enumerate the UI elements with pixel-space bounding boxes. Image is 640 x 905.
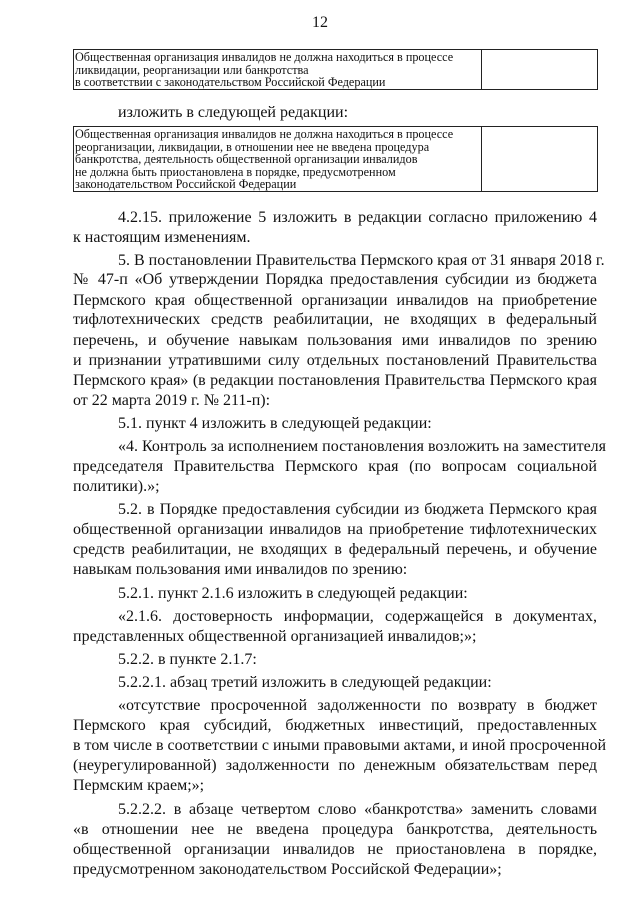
body-line: Пермского края» (в редакции постановления Правительства Пермского края	[73, 372, 597, 389]
body-line: Пермским краем;»;	[73, 777, 205, 794]
body-line: предусмотренном законодательством Российской Федерации»;	[73, 861, 502, 878]
body-line: Пермского края общественной организации инвалидов на приобретение	[73, 292, 597, 309]
table-cell-empty	[482, 127, 598, 192]
body-line: и признании утратившими силу отдельных постановлений Правительства	[73, 352, 597, 369]
body-line: Пермского края субсидий, бюджетных инвестиций, предоставленных	[73, 717, 597, 734]
body-line: средств реабилитации, не входящих в федеральный перечень, и обучение	[73, 541, 597, 558]
body-line: 5.1. пункт 4 изложить в следующей редакции:	[118, 415, 432, 432]
body-line: тифлотехнических средств реабилитации, не входящих в федеральный	[73, 311, 597, 328]
body-line: председателя Правительства Пермского края (по вопросам социальной	[73, 458, 597, 475]
original-wording-table	[73, 49, 598, 90]
table-line: законодательством Российской Федерации	[75, 177, 297, 192]
table-cell-text	[74, 50, 482, 90]
body-line: общественной организации инвалидов не приостановлена в порядке,	[73, 841, 597, 858]
body-line: к настоящим изменениям.	[73, 229, 251, 246]
body-line: 5.2. в Порядке предоставления субсидии из бюджета Пермского края	[118, 501, 597, 518]
page-number: 12	[312, 14, 328, 31]
table-line: Общественная организация инвалидов не должна находиться в процессе	[75, 127, 454, 141]
body-line: 5.2.2.2. в абзаце четвертом слово «банкротства» заменить словами	[118, 801, 597, 818]
body-line: (неурегулированной) задолженности по денежным обязательствам перед	[73, 757, 597, 774]
body-line: общественной организации инвалидов на приобретение тифлотехнических	[73, 521, 597, 538]
body-line: «отсутствие просроченной задолженности по возврату в бюджет	[118, 697, 597, 714]
body-line: в том числе в соответствии с иными правовыми актами, и иной просроченной	[73, 737, 607, 754]
body-line: представленных общественной организацией инвалидов;»;	[73, 628, 477, 645]
body-line: «4. Контроль за исполнением постановления возложить на заместителя	[118, 438, 607, 455]
body-line: 4.2.15. приложение 5 изложить в редакции согласно приложению 4	[118, 209, 597, 226]
body-line: навыкам пользования ими инвалидов по зрению:	[73, 561, 408, 578]
table-line: ликвидации, реорганизации или банкротства	[75, 62, 309, 77]
body-line: 5. В постановлении Правительства Пермского края от 31 января 2018 г.	[118, 252, 605, 269]
body-line: от 22 марта 2019 г. № 211-п):	[73, 392, 271, 409]
body-line: № 47-п «Об утверждении Порядка предоставления субсидии из бюджета	[73, 271, 597, 288]
table-cell-empty	[482, 50, 598, 90]
new-wording-table	[73, 126, 598, 192]
table-line: не должна быть приостановлена в порядке, предусмотренном	[75, 164, 396, 179]
intro-line: изложить в следующей редакции:	[118, 104, 349, 121]
body-line: политики).»;	[73, 478, 160, 495]
table-line: в соответствии с законодательством Российской Федерации	[75, 75, 386, 90]
body-line: «2.1.6. достоверность информации, содержащейся в документах,	[118, 608, 597, 625]
table-line: Общественная организация инвалидов не должна находиться в процессе	[75, 50, 454, 64]
body-line: перечень, и обучение навыкам пользования ими инвалидов по зрению	[73, 332, 597, 349]
table-line: реорганизации, ликвидации, в отношении нее не введена процедура	[75, 139, 430, 154]
body-line: 5.2.2. в пункте 2.1.7:	[118, 651, 257, 668]
table-line: банкротства, деятельность общественной организации инвалидов	[75, 152, 418, 167]
body-line: 5.2.1. пункт 2.1.6 изложить в следующей редакции:	[118, 585, 468, 602]
table-cell-text	[74, 127, 482, 192]
body-line: 5.2.2.1. абзац третий изложить в следующей редакции:	[118, 674, 492, 691]
table-row	[74, 50, 598, 90]
table-row	[74, 127, 598, 192]
body-line: «в отношении нее не введена процедура банкротства, деятельность	[73, 821, 597, 838]
